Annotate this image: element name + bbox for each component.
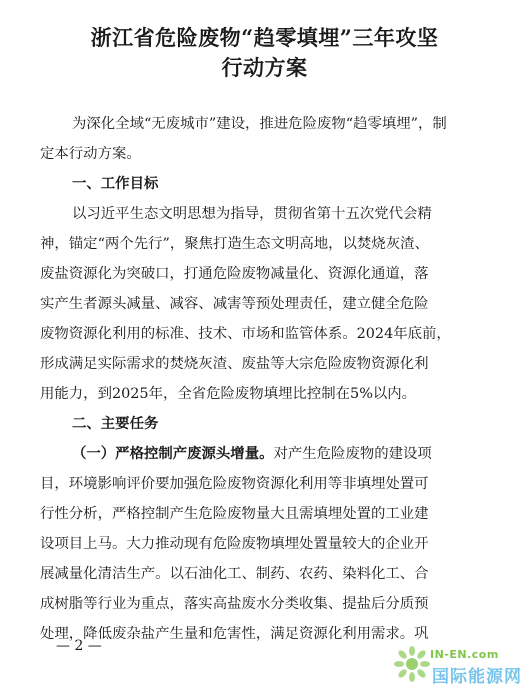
document-title-line-2: 行动方案 [221,55,308,80]
intro-paragraph-line-1: 为深化全域“无废城市”建设，推进危险废物“趋零填埋”，制 [72,116,447,132]
section1-line: 废盐资源化为突破口，打通危险废物减量化、资源化通道，落 [40,266,429,282]
document-title-line-1: 浙江省危险废物“趋零填埋”三年攻坚 [90,25,439,50]
subsection1-line: 处理，降低废杂盐产生量和危害性，满足资源化利用需求。巩 [40,626,429,642]
section-heading-goals: 一、工作目标 [72,176,159,192]
subsection1-heading: （一）严格控制产废源头增量。 [72,446,274,462]
section1-line: 神，锚定“两个先行”，聚焦打造生态文明高地，以焚烧灰渣、 [40,236,429,252]
section-heading-tasks: 二、主要任务 [72,416,159,432]
watermark-logo-icon [392,644,432,684]
section1-line: 形成满足实际需求的焚烧灰渣、废盐等大宗危险废物资源化利 [40,356,429,372]
subsection1-line: 成树脂等行业为重点，落实高盐废水分类收集、提盐后分质预 [40,596,429,612]
subsection1-line: 行性分析，严格控制产生危险废物量大且需填埋处置的工业建 [40,506,429,522]
watermark-domain: IN-EN.com [430,648,499,661]
watermark [392,644,524,686]
section1-line: 废物资源化利用的标准、技术、市场和监管体系。2024年底前， [40,326,451,342]
subsection1-line: 目，环境影响评价要加强危险废物资源化利用等非填埋处置可 [40,476,429,492]
subsection1-line: 展减量化清洁生产。以石油化工、制药、农药、染料化工、合 [40,566,429,582]
subsection1-line: 设项目上马。大力推动现有危险废物填埋处置量较大的企业开 [40,536,429,552]
page-number: — 2 — [56,638,102,654]
watermark-name: 国际能源网 [432,667,522,687]
subsection1-first-line [72,444,492,464]
intro-paragraph-line-2: 定本行动方案。 [40,146,141,162]
subsection1-first-line-rest: 对产生危险废物的建设项 [273,446,432,462]
section1-line: 用能力，到2025年，全省危险废物填埋比控制在5%以内。 [40,386,417,402]
section1-line: 实产生者源头减量、减容、减害等预处理责任，建立健全危险 [40,296,429,312]
section1-line: 以习近平生态文明思想为指导，贯彻省第十五次党代会精 [72,206,432,222]
